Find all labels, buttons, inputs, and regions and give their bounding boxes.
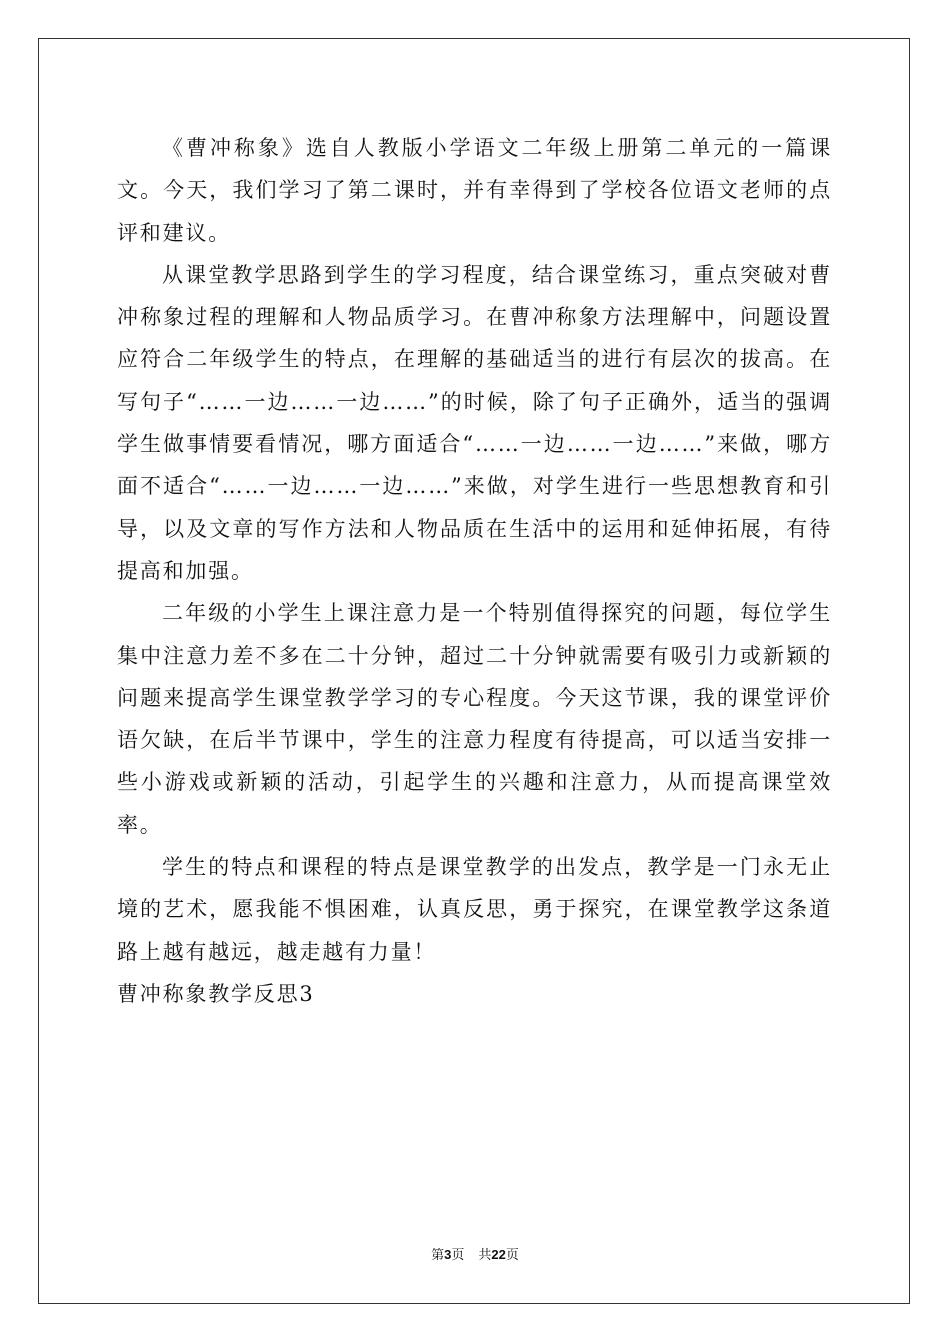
- paragraph-2: 从课堂教学思路到学生的学习程度，结合课堂练习，重点突破对曹冲称象过程的理解和人物品质学习。在曹冲称象方法理解中，问题设置应符合二年级学生的特点，在理解的基础适当的进行有层次的拔高。在写句子“……一边……一边……”的时候，除了句子正确外，适当的强调学生做事情要看情况，哪方面适合“……一边……一边……”来做，哪方面不适合“……一边……一边……”来做，对学生进行一些思想教育和引导，以及文章的写作方法和人物品质在生活中的运用和延伸拓展，有待提高和加强。: [117, 262, 832, 583]
- document-body: [117, 127, 832, 1015]
- paragraph-3: 二年级的小学生上课注意力是一个特别值得探究的问题，每位学生集中注意力差不多在二十分钟，超过二十分钟就需要有吸引力或新颖的问题来提高学生课堂教学学习的专心程度。今天这节课，我的课堂评价语欠缺，在后半节课中，学生的注意力程度有待提高，可以适当安排一些小游戏或新颖的活动，引起学生的兴趣和注意力，从而提高课堂效率。: [117, 601, 832, 837]
- paragraph-1: 《曹冲称象》选自人教版小学语文二年级上册第二单元的一篇课文。今天，我们学习了第二课时，并有幸得到了学校各位语文老师的点评和建议。: [117, 136, 832, 245]
- page-prefix: 第: [431, 1248, 445, 1263]
- total-prefix: 共: [478, 1248, 492, 1263]
- page-suffix: 页: [451, 1248, 465, 1263]
- page-number: 3: [444, 1247, 452, 1262]
- paragraph-4: 学生的特点和课程的特点是课堂教学的出发点，教学是一门永无止境的艺术，愿我能不惧困难，认真反思，勇于探究，在课堂教学这条道路上越有越远，越走越有力量！: [117, 855, 832, 964]
- total-suffix: 页: [505, 1248, 519, 1263]
- page-footer: [0, 1244, 950, 1263]
- section-heading: 曹冲称象教学反思3: [117, 981, 315, 1006]
- total-pages: 22: [491, 1247, 506, 1262]
